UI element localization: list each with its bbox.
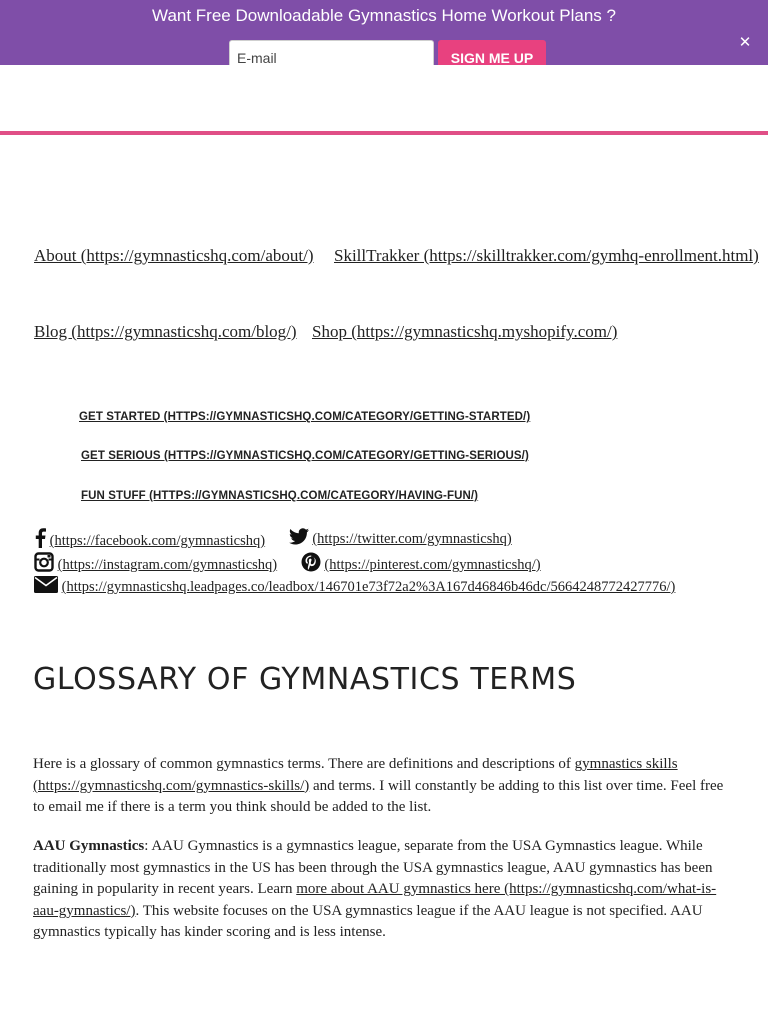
social-row-3 (34, 576, 675, 598)
twitter-icon (289, 528, 309, 545)
nav-link-blog[interactable]: Blog (https://gymnasticshq.com/blog/) (34, 322, 297, 341)
envelope-icon (34, 576, 58, 593)
signup-banner (0, 0, 768, 65)
pinterest-icon (301, 552, 321, 572)
category-link-get-started[interactable]: GET STARTED (HTTPS://GYMNASTICSHQ.COM/CATEGORY/GETTING-STARTED/) (79, 411, 531, 423)
facebook-icon (34, 528, 46, 548)
aau-gymnastics-link[interactable]: more about AAU gymnastics here (https://gymnasticshq.com/what-is-aau-gymnastics/) (33, 881, 717, 919)
close-icon[interactable]: ✕ (738, 33, 752, 51)
category-link-get-serious[interactable]: GET SERIOUS (HTTPS://GYMNASTICSHQ.COM/CATEGORY/GETTING-SERIOUS/) (81, 450, 529, 462)
instagram-link[interactable]: (https://instagram.com/gymnasticshq) (57, 557, 278, 573)
aau-text-after: . This website focuses on the USA gymnastics league if the AAU league is not specified. AAU gymnastics typically has kinder scoring and is less intense. (33, 902, 703, 940)
gymnastics-skills-link[interactable]: gymnastics skills (https://gymnasticshq.com/gymnastics-skills/) (33, 756, 678, 794)
instagram-icon (34, 552, 54, 572)
nav-link-shop[interactable]: Shop (https://gymnasticshq.myshopify.com/) (312, 322, 618, 341)
aau-definition-paragraph (33, 836, 733, 944)
glossary-term-aau: AAU Gymnastics (33, 838, 145, 854)
twitter-link-item[interactable] (289, 528, 512, 548)
email-signup-link[interactable]: (https://gymnasticshq.leadpages.co/leadbox/146701e73f72a2%3A167d46846b46dc/5664248772427776/) (61, 579, 676, 595)
facebook-link-item[interactable] (34, 528, 265, 550)
email-input[interactable] (229, 40, 434, 65)
instagram-link-item[interactable] (34, 552, 277, 574)
header-divider (0, 131, 768, 135)
intro-paragraph (33, 754, 733, 819)
intro-text-before: Here is a glossary of common gymnastics terms. There are definitions and descriptions of (33, 756, 575, 772)
aau-text-before: : AAU Gymnastics is a gymnastics league, separate from the USA Gymnastics league. While traditionally most gymnastics in the US has been through the USA gymnastics league, AAU gymnastics has been gaining in popularity in recent years. Learn (33, 838, 713, 897)
nav-link-about[interactable]: About (https://gymnasticshq.com/about/) (34, 246, 314, 265)
pinterest-link-item[interactable] (301, 552, 541, 574)
social-row-1 (34, 528, 512, 550)
twitter-link[interactable]: (https://twitter.com/gymnasticshq) (312, 531, 512, 547)
page-title: GLOSSARY OF GYMNASTICS TERMS (33, 662, 577, 697)
banner-title: Want Free Downloadable Gymnastics Home Workout Plans ? (152, 6, 616, 25)
email-link-item[interactable] (34, 576, 675, 596)
facebook-link[interactable]: (https://facebook.com/gymnasticshq) (49, 533, 266, 549)
intro-text-after: and terms. I will constantly be adding to this list over time. Feel free to email me if there is a term you think should be added to the list. (33, 777, 724, 815)
nav-link-skilltrakker[interactable]: SkillTrakker (https://skilltrakker.com/gymhq-enrollment.html) (334, 246, 759, 265)
sign-me-up-button[interactable]: SIGN ME UP (438, 40, 546, 65)
social-row-2 (34, 552, 541, 574)
category-link-fun-stuff[interactable]: FUN STUFF (HTTPS://GYMNASTICSHQ.COM/CATEGORY/HAVING-FUN/) (81, 490, 479, 502)
pinterest-link[interactable]: (https://pinterest.com/gymnasticshq/) (324, 557, 541, 573)
